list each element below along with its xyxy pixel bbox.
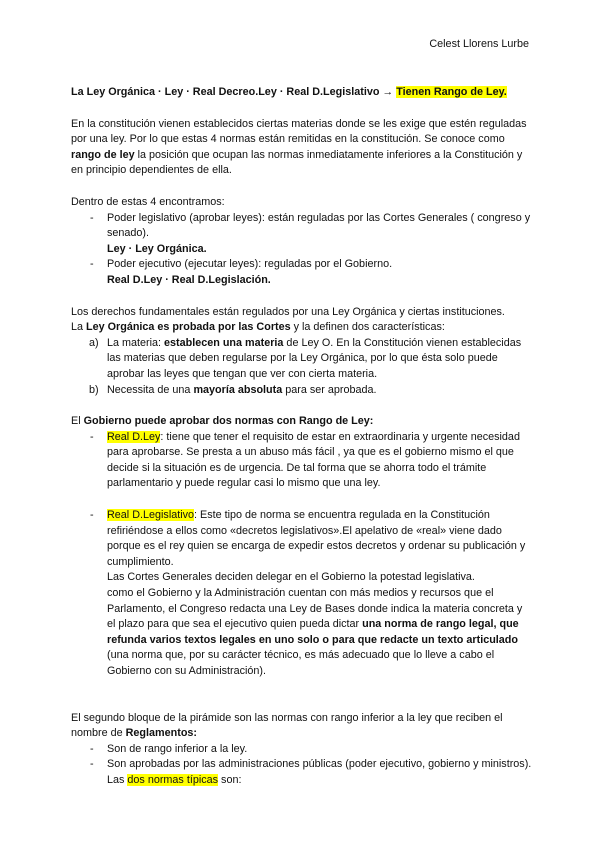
fundamental-bold: Ley Orgánica es probada por las Cortes [86, 321, 291, 334]
list-item-text: : Este tipo de norma se encuentra regulada en la Constitución refiriéndose a ellos como «decretos legislativos».El apelativo de «real» viene dado porque es el rey quien se encarga de expedir estos decretos y ordenar su publicación y cumplimiento. [107, 509, 526, 568]
fundamental-line: Los derechos fundamentales están regulados por una Ley Orgánica y ciertas instituciones. [71, 305, 505, 318]
highlight-term: dos normas típicas [127, 773, 219, 786]
list-marker: a) [89, 336, 99, 349]
paragraph-text-end: (una norma que, por su carácter técnico, es más adecuado que lo lleve a cabo el Gobierno con su Administración). [107, 649, 495, 677]
intro-text-end: la posición que ocupan las normas inmediatamente inferiores a la Constitución y en principio dependientes de ella. [71, 148, 523, 177]
list-item-paragraph [107, 586, 533, 680]
list-item-text: Poder legislativo (aprobar leyes): están reguladas por las Cortes Generales ( congreso y senado). [107, 211, 531, 240]
list-item-text: La materia: [107, 336, 165, 349]
gobierno-bold: Gobierno puede aprobar dos normas con Rango de Ley: [83, 415, 374, 428]
list-item [71, 211, 533, 258]
highlight-term: Real D.Ley [107, 430, 161, 443]
list-item-text: Poder ejecutivo (ejecutar leyes): reguladas por el Gobierno. [107, 258, 393, 271]
list-item-sub: Real D.Ley · Real D.Legislación. [107, 273, 271, 286]
fundamental-text: La [71, 321, 87, 334]
list-item-text: Son aprobadas por las administraciones públicas (poder ejecutivo, gobierno y ministros). Las [107, 758, 532, 786]
gobierno-list [71, 430, 533, 680]
powers-list [71, 211, 533, 289]
paragraph-text: como el Gobierno y la Administración cuentan con más medios y recursos que el Parlamento, el Congreso redacta una Ley de Bases donde indica la materia concreta y el plazo para que sea el ejecutivo quien pueda dictar [107, 587, 523, 631]
list-item [71, 757, 533, 788]
list-item: - Son de rango inferior a la ley. [71, 742, 533, 758]
intro-text: En la constitución vienen establecidos ciertas materias donde se les exige que estén reguladas por una ley. Por lo que estas 4 normas están remitidas en la constitución. Se conoce como [71, 117, 527, 146]
paragraph-bold: una norma de rango legal, que refunda varios textos legales en uno solo o para que redacte un texto articulado [107, 618, 519, 646]
list-item [71, 430, 533, 492]
list-item [71, 383, 533, 399]
list-item-text-end: para ser aprobada. [282, 383, 377, 396]
reglamentos-bold: Reglamentos: [125, 727, 198, 740]
intro-bold: rango de ley [71, 148, 135, 161]
list-item-text-end: de Ley O. En la Constitución vienen establecidas las materias que deben regularse por la Ley Orgánica, por lo que ésta solo puede aprobar las leyes que tengan que ver con cierta materia. [107, 336, 522, 380]
reglamentos-text: El segundo bloque de la pirámide son las normas con rango inferior a la ley que reciben el nombre de [71, 711, 503, 740]
reglamentos-paragraph [71, 711, 533, 742]
list-item [71, 508, 533, 680]
intro-paragraph [71, 117, 533, 179]
highlight-term: Real D.Legislativo [107, 509, 195, 522]
list-marker: b) [89, 383, 99, 396]
reglamentos-list [71, 742, 533, 789]
characteristics-list [71, 336, 533, 398]
list-item-bold: establecen una materia [164, 336, 284, 349]
title-lead: La Ley Orgánica · Ley · Real Decreo.Ley · Real D.Legislativo → [71, 86, 397, 98]
author-name: Celest Llorens Lurbe [429, 38, 529, 50]
list-item [71, 336, 533, 383]
gobierno-text: El [71, 415, 84, 428]
fundamental-paragraph [71, 320, 533, 336]
within-lead: Dentro de estas 4 encontramos: [71, 195, 225, 208]
fundamental-text-end: y la definen dos características: [290, 321, 445, 334]
list-item-paragraph: Las Cortes Generales deciden delegar en el Gobierno la potestad legislativa. [107, 571, 475, 584]
page-title [71, 85, 533, 101]
list-item-text: Necessita de una [107, 383, 194, 396]
list-item-bold: mayoría absoluta [193, 383, 283, 396]
list-item-text: : tiene que tener el requisito de estar en extraordinaria y urgente necesidad para aprobarse. Se presta a un abuso más fácil , ya que es el gobierno mismo el que decide si la situación es de urgencia. De tal forma que se ahorra todo el trámite parlamentario y puede regular casi lo mismo que una ley. [107, 430, 520, 490]
list-item-sub: Ley · Ley Orgánica. [107, 242, 207, 255]
document-body [71, 85, 533, 789]
gobierno-heading [71, 414, 533, 430]
list-item [71, 257, 533, 288]
title-highlight: Tienen Rango de Ley. [396, 86, 507, 98]
list-item-text-end: son: [218, 773, 242, 786]
